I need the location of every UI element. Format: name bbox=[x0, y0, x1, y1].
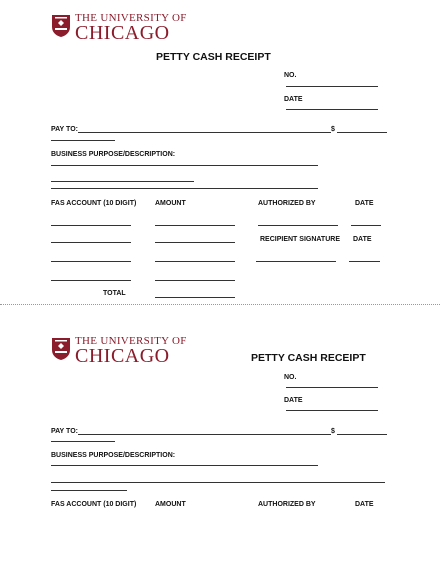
fas-field-2[interactable] bbox=[51, 242, 131, 243]
recipient-date-field[interactable] bbox=[349, 261, 380, 262]
total-field[interactable] bbox=[155, 297, 235, 298]
purpose-line-1[interactable] bbox=[51, 465, 318, 466]
pay-to-field-continued[interactable] bbox=[51, 441, 115, 442]
fas-field-1[interactable] bbox=[51, 225, 131, 226]
no-label: NO. bbox=[284, 374, 297, 381]
purpose-line-3[interactable] bbox=[51, 490, 127, 491]
university-crest-icon bbox=[51, 14, 71, 38]
fas-account-label: FAS ACCOUNT (10 DIGIT) bbox=[51, 501, 137, 508]
amount-field-2[interactable] bbox=[155, 242, 235, 243]
pay-to-label: PAY TO: bbox=[51, 126, 78, 133]
total-label: TOTAL bbox=[103, 290, 126, 297]
receipt-title: PETTY CASH RECEIPT bbox=[156, 51, 271, 63]
authorized-by-label: AUTHORIZED BY bbox=[258, 200, 316, 207]
university-name-line2: CHICAGO bbox=[75, 22, 170, 44]
pay-to-label: PAY TO: bbox=[51, 428, 78, 435]
purpose-line-1[interactable] bbox=[51, 165, 318, 166]
university-name-line2: CHICAGO bbox=[75, 345, 170, 367]
fas-field-4[interactable] bbox=[51, 280, 131, 281]
no-label: NO. bbox=[284, 72, 297, 79]
amount-field-3[interactable] bbox=[155, 261, 235, 262]
purpose-label: BUSINESS PURPOSE/DESCRIPTION: bbox=[51, 452, 176, 459]
date-field[interactable] bbox=[286, 410, 378, 411]
cut-line bbox=[0, 304, 440, 305]
university-name-line1: THE UNIVERSITY OF bbox=[75, 335, 187, 347]
fas-field-3[interactable] bbox=[51, 261, 131, 262]
amount-field-1[interactable] bbox=[155, 225, 235, 226]
authorized-by-label: AUTHORIZED BY bbox=[258, 501, 316, 508]
dollar-sign: $ bbox=[331, 126, 335, 133]
amount-label: AMOUNT bbox=[155, 200, 186, 207]
amount-field-4[interactable] bbox=[155, 280, 235, 281]
recipient-signature-field[interactable] bbox=[256, 261, 336, 262]
purpose-line-3[interactable] bbox=[51, 188, 318, 189]
amount-label: AMOUNT bbox=[155, 501, 186, 508]
purpose-line-2[interactable] bbox=[51, 482, 385, 483]
authorized-date-field[interactable] bbox=[351, 225, 381, 226]
receipt-title: PETTY CASH RECEIPT bbox=[251, 352, 366, 364]
date-label: DATE bbox=[284, 397, 303, 404]
date-field[interactable] bbox=[286, 109, 378, 110]
date-column-label: DATE bbox=[355, 200, 374, 207]
university-crest-icon bbox=[51, 337, 71, 361]
no-field[interactable] bbox=[286, 387, 378, 388]
date-column-label: DATE bbox=[355, 501, 374, 508]
purpose-label: BUSINESS PURPOSE/DESCRIPTION: bbox=[51, 151, 176, 158]
university-name-line1: THE UNIVERSITY OF bbox=[75, 12, 187, 24]
date-label: DATE bbox=[284, 96, 303, 103]
amount-total-field[interactable] bbox=[337, 434, 387, 435]
purpose-line-2[interactable] bbox=[51, 181, 194, 182]
no-field[interactable] bbox=[286, 86, 378, 87]
pay-to-field-continued[interactable] bbox=[51, 140, 115, 141]
pay-to-field[interactable] bbox=[78, 434, 331, 435]
amount-total-field[interactable] bbox=[337, 132, 387, 133]
pay-to-field[interactable] bbox=[78, 132, 331, 133]
recipient-signature-label: RECIPIENT SIGNATURE bbox=[260, 236, 340, 243]
recipient-date-label: DATE bbox=[353, 236, 372, 243]
dollar-sign: $ bbox=[331, 428, 335, 435]
fas-account-label: FAS ACCOUNT (10 DIGIT) bbox=[51, 200, 137, 207]
authorized-by-field[interactable] bbox=[258, 225, 338, 226]
